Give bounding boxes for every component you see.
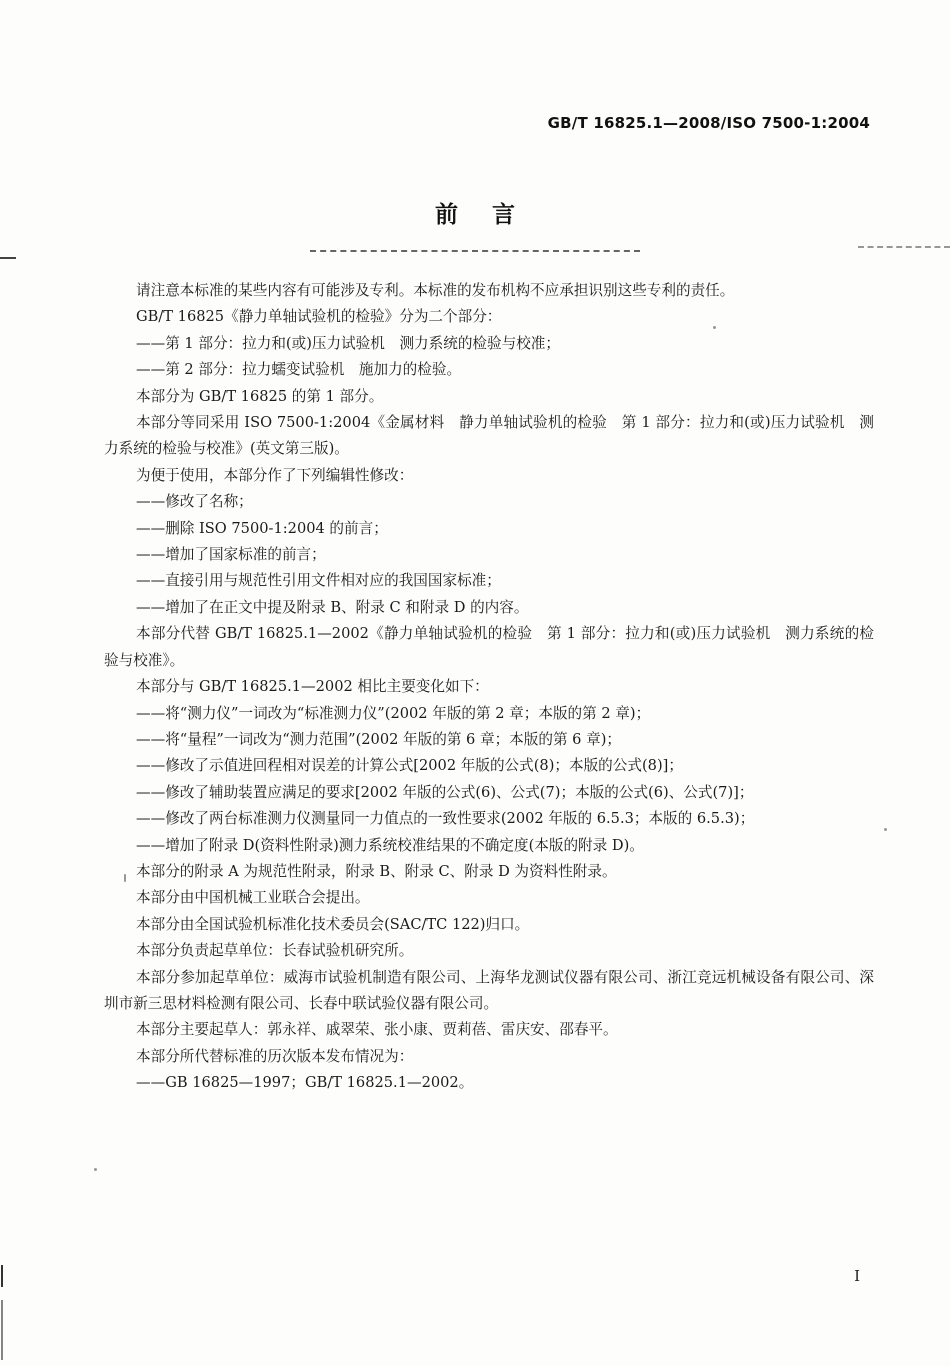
standard-code: GB/T 16825.1—2008/ISO 7500-1:2004 <box>547 114 870 132</box>
paragraph: 本部分为 GB/T 16825 的第 1 部分。 <box>136 387 384 405</box>
list-item: ——修改了两台标准测力仪测量同一力值点的一致性要求(2002 年版的 6.5.3；本版的 6.5.3)； <box>136 810 755 828</box>
paragraph: 请注意本标准的某些内容有可能涉及专利。本标准的发布机构不应承担识别这些专利的责任。 <box>136 282 735 299</box>
list-item: ——直接引用与规范性引用文件相对应的我国国家标准； <box>136 572 501 590</box>
scan-margin-mark <box>0 257 16 259</box>
list-item: ——将“测力仪”一词改为“标准测力仪”(2002 年版的第 2 章；本版的第 2 章)； <box>136 704 651 722</box>
scan-speck <box>124 874 126 882</box>
scan-divider-fragment <box>858 246 950 248</box>
list-item: ——GB 16825—1997；GB/T 16825.1—2002。 <box>136 1074 474 1092</box>
paragraph: 本部分代替 GB/T 16825.1—2002《静力单轴试验机的检验 第 1 部分：拉力和(或)压力试验机 测力系统的检验与校准》。 <box>104 625 874 669</box>
scan-speck <box>94 1168 97 1171</box>
scan-edge-mark <box>1 1300 3 1360</box>
list-item: ——第 1 部分：拉力和(或)压力试验机 测力系统的检验与校准； <box>136 334 560 352</box>
list-item: ——将“量程”一词改为“测力范围”(2002 年版的第 6 章；本版的第 6 章)； <box>136 730 621 748</box>
paragraph: 本部分由全国试验机标准化技术委员会(SAC/TC 122)归口。 <box>136 915 530 933</box>
paragraph: 本部分由中国机械工业联合会提出。 <box>136 889 370 907</box>
paragraph: GB/T 16825《静力单轴试验机的检验》分为二个部分： <box>136 308 502 326</box>
list-item: ——第 2 部分：拉力蠕变试验机 施加力的检验。 <box>136 361 462 379</box>
page-number: I <box>854 1267 860 1285</box>
foreword-body <box>104 278 874 1097</box>
paragraph: 本部分主要起草人：郭永祥、戚翠荣、张小康、贾莉蓓、雷庆安、邵春平。 <box>136 1021 618 1039</box>
scan-speck <box>713 326 716 329</box>
list-item: ——修改了示值进回程相对误差的计算公式[2002 年版的公式(8)；本版的公式(8)]； <box>136 757 683 775</box>
list-item: ——增加了附录 D(资料性附录)测力系统校准结果的不确定度(本版的附录 D)。 <box>136 836 644 854</box>
list-item: ——修改了辅助装置应满足的要求[2002 年版的公式(6)、公式(7)；本版的公式(6)、公式(7)]； <box>136 783 754 801</box>
list-item: ——增加了在正文中提及附录 B、附录 C 和附录 D 的内容。 <box>136 598 529 616</box>
scan-edge-mark <box>1 1265 3 1287</box>
paragraph: 本部分与 GB/T 16825.1—2002 相比主要变化如下： <box>136 678 489 696</box>
paragraph: 为便于使用，本部分作了下列编辑性修改： <box>136 466 414 484</box>
paragraph: 本部分所代替标准的历次版本发布情况为： <box>136 1047 414 1065</box>
paragraph: 本部分的附录 A 为规范性附录，附录 B、附录 C、附录 D 为资料性附录。 <box>136 862 617 880</box>
list-item: ——增加了国家标准的前言； <box>136 546 326 564</box>
list-item: ——修改了名称； <box>136 493 253 511</box>
title-divider <box>310 250 640 254</box>
paragraph: 本部分参加起草单位：威海市试验机制造有限公司、上海华龙测试仪器有限公司、浙江竞远机械设备有限公司、深圳市新三思材料检测有限公司、长春中联试验仪器有限公司。 <box>104 968 874 1012</box>
page-title: 前言 <box>435 202 549 228</box>
scan-speck <box>884 828 887 831</box>
paragraph: 本部分负责起草单位：长春试验机研究所。 <box>136 942 414 960</box>
list-item: ——删除 ISO 7500-1:2004 的前言； <box>136 519 388 537</box>
paragraph: 本部分等同采用 ISO 7500-1:2004《金属材料 静力单轴试验机的检验 第 1 部分：拉力和(或)压力试验机 测力系统的检验与校准》(英文第三版)。 <box>104 414 874 458</box>
